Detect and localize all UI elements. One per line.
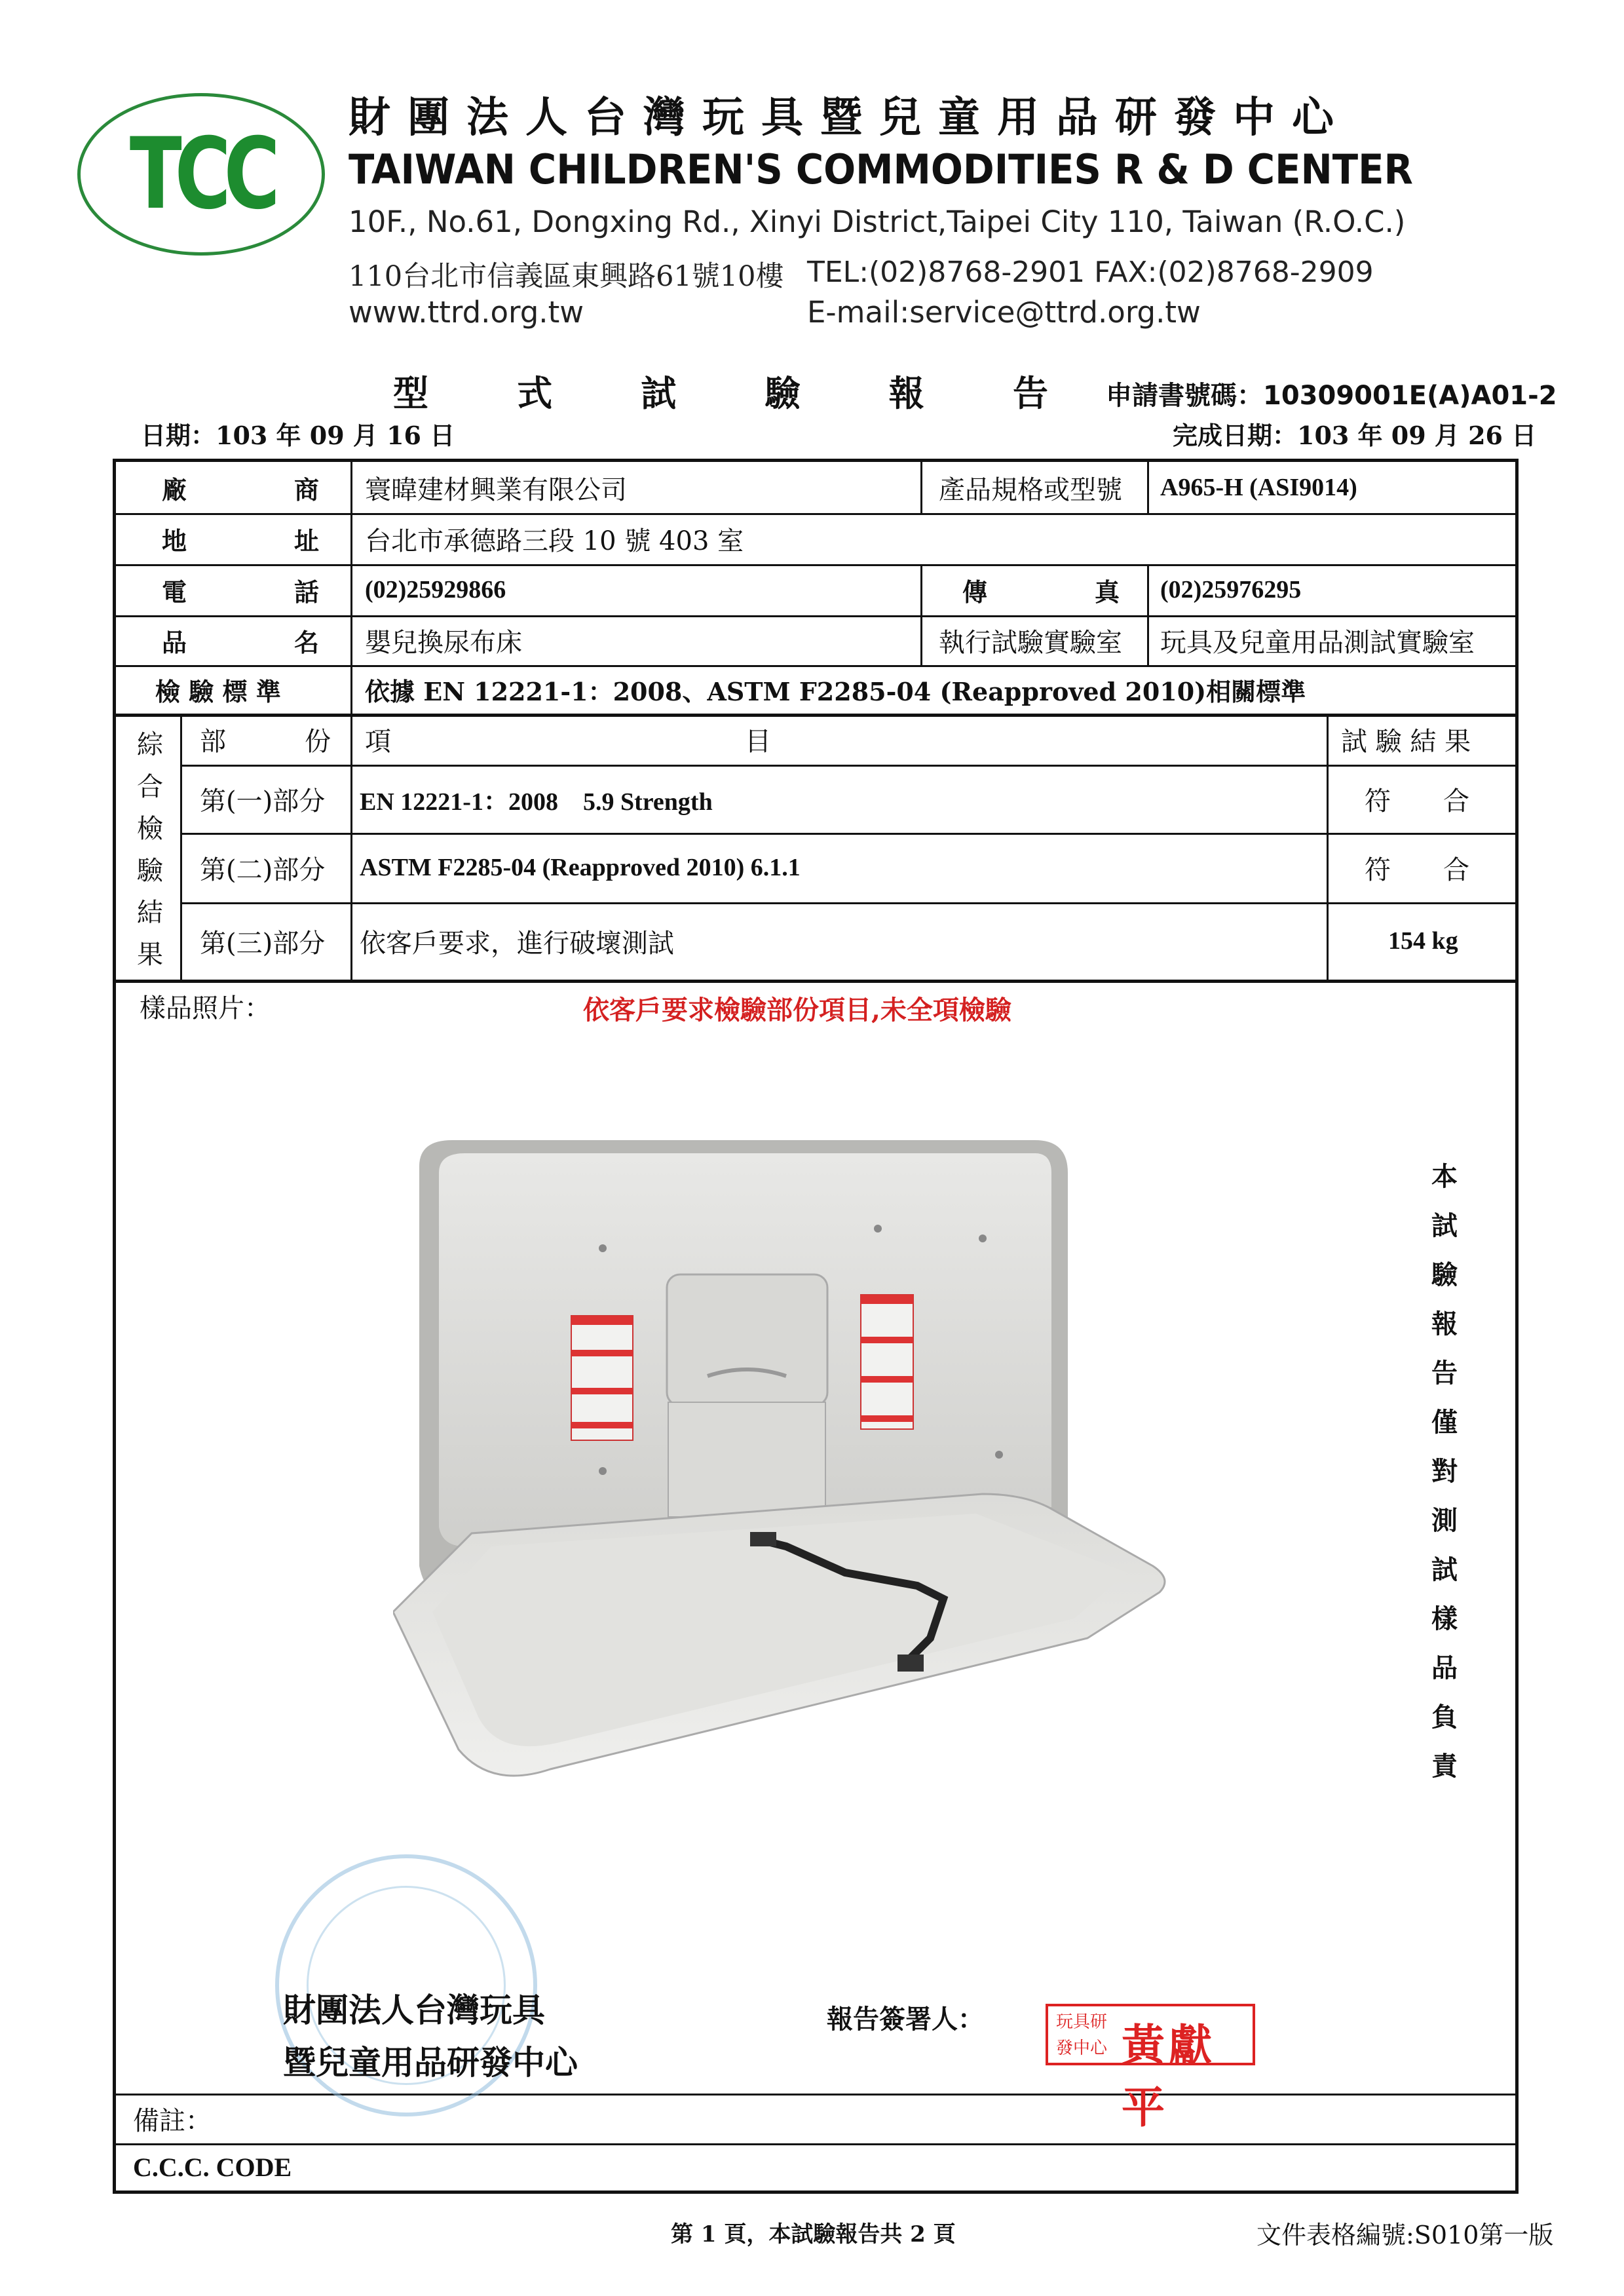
standard-value: 依據 EN 12221-1：2008、ASTM F2285-04 (Reapproved 2010)相關標準 xyxy=(365,676,1306,706)
disclaimer-char: 報 xyxy=(1431,1309,1458,1339)
vertical-disclaimer xyxy=(1428,1152,1461,1791)
label-char: 傳 xyxy=(962,577,988,607)
org-name-en: TAIWAN CHILDREN'S COMMODITIES R & D CENTER xyxy=(349,145,1413,193)
seal-name: 黃獻平 xyxy=(1122,2019,1216,2133)
org-line-2: 暨兒童用品研發中心 xyxy=(283,2043,578,2082)
manufacturer-value: 寰暐建材興業有限公司 xyxy=(365,474,627,505)
model-label: 產品規格或型號 xyxy=(939,474,1122,505)
title-char: 報 xyxy=(888,372,924,414)
disclaimer-char: 僅 xyxy=(1431,1407,1458,1438)
form-number: 文件表格編號:S010第一版 xyxy=(1256,2221,1554,2249)
address-en: 10F., No.61, Dongxing Rd., Xinyi District,Taipei City 110, Taiwan (R.O.C.) xyxy=(349,204,1406,239)
row1-part: 第(一)部分 xyxy=(200,786,326,816)
tcc-logo xyxy=(77,93,325,256)
row2-part: 第(二)部分 xyxy=(200,854,326,885)
title-char: 告 xyxy=(1012,372,1048,414)
website: www.ttrd.org.tw xyxy=(349,295,584,330)
lab-label: 執行試驗實驗室 xyxy=(939,627,1122,658)
side-char: 綜 xyxy=(137,730,163,760)
label-char: 商 xyxy=(293,474,319,505)
phone-label xyxy=(162,564,319,615)
seal-org-text: 玩具研發中心 xyxy=(1056,2012,1108,2058)
fax-value: (02)25976295 xyxy=(1160,576,1302,603)
signing-organization xyxy=(283,1984,578,2089)
disclaimer-char: 告 xyxy=(1431,1358,1458,1388)
row3-result: 154 kg xyxy=(1388,927,1458,955)
standard-label: 檢 驗 標 準 xyxy=(155,676,281,706)
header-char: 目 xyxy=(745,726,771,757)
product-value: 嬰兒換尿布床 xyxy=(365,627,522,658)
address-cn: 110台北市信義區東興路61號10樓 xyxy=(349,260,784,293)
side-char: 驗 xyxy=(137,856,163,886)
title-char: 型 xyxy=(393,372,428,414)
result-header: 試 驗 結 果 xyxy=(1341,726,1471,757)
label-char: 品 xyxy=(162,627,187,657)
row2-item: ASTM F2285-04 (Reapproved 2010) 6.1.1 xyxy=(360,854,801,881)
header-char: 份 xyxy=(305,726,331,757)
disclaimer-char: 樣 xyxy=(1431,1603,1458,1634)
label-char: 真 xyxy=(1094,577,1120,607)
photo-label: 樣品照片： xyxy=(140,993,271,1024)
disclaimer-char: 本 xyxy=(1431,1161,1458,1192)
logo-text: TCC xyxy=(129,117,273,231)
lab-value: 玩具及兒童用品測試實驗室 xyxy=(1160,627,1475,658)
label-char: 地 xyxy=(162,526,187,556)
side-char: 結 xyxy=(137,898,163,928)
report-title xyxy=(393,366,1048,416)
manufacturer-label xyxy=(162,462,319,513)
item-header xyxy=(365,714,771,765)
title-char: 式 xyxy=(517,372,553,414)
disclaimer-char: 測 xyxy=(1431,1505,1458,1536)
disclaimer-char: 驗 xyxy=(1431,1259,1458,1290)
tel-fax: TEL:(02)8768-2901 FAX:(02)8768-2909 xyxy=(807,256,1374,289)
header-char: 項 xyxy=(365,726,391,757)
label-char: 電 xyxy=(162,577,187,607)
phone-value: (02)25929866 xyxy=(365,576,506,603)
row3-item: 依客戶要求，進行破壞測試 xyxy=(360,928,674,959)
row3-part: 第(三)部分 xyxy=(200,928,326,959)
org-line-1: 財團法人台灣玩具 xyxy=(283,1991,545,2029)
side-char: 果 xyxy=(137,940,163,970)
remarks-label: 備註： xyxy=(133,2105,212,2136)
disclaimer-char: 對 xyxy=(1431,1456,1458,1487)
application-number: 申請書號碼：10309001E(A)A01-2 xyxy=(1106,381,1557,411)
label-char: 話 xyxy=(293,577,319,607)
disclaimer-char: 責 xyxy=(1431,1751,1458,1782)
row1-result: 符 合 xyxy=(1365,786,1469,816)
header-char: 部 xyxy=(200,726,226,757)
title-char: 試 xyxy=(641,372,677,414)
side-char: 合 xyxy=(137,772,163,802)
address-label xyxy=(162,513,319,564)
signer-seal xyxy=(1046,2004,1255,2133)
title-char: 驗 xyxy=(765,372,801,414)
label-char: 名 xyxy=(293,627,319,657)
disclaimer-char: 試 xyxy=(1431,1210,1458,1241)
disclaimer-char: 負 xyxy=(1431,1702,1458,1732)
completion-date: 完成日期：103 年 09 月 26 日 xyxy=(1173,421,1537,450)
row1-item: EN 12221-1：2008 5.9 Strength xyxy=(360,788,713,816)
summary-side-label xyxy=(130,724,170,976)
org-name-cn: 財團法人台灣玩具暨兒童用品研發中心 xyxy=(349,93,1351,142)
address-value: 台北市承德路三段 10 號 403 室 xyxy=(365,526,744,556)
report-date: 日期：103 年 09 月 16 日 xyxy=(141,421,455,450)
label-char: 廠 xyxy=(162,474,187,505)
row2-result: 符 合 xyxy=(1365,854,1469,885)
disclaimer-char: 品 xyxy=(1431,1653,1458,1683)
side-char: 檢 xyxy=(137,814,163,844)
part-header xyxy=(200,714,331,765)
product-label xyxy=(162,615,319,665)
label-char: 址 xyxy=(293,526,319,556)
signer-label: 報告簽署人： xyxy=(827,2004,984,2035)
page-indicator: 第 1 頁，本試驗報告共 2 頁 xyxy=(671,2221,956,2248)
partial-test-note: 依客戶要求檢驗部份項目,未全項檢驗 xyxy=(583,995,1011,1025)
email: E-mail:service@ttrd.org.tw xyxy=(807,295,1201,330)
ccc-code-label: C.C.C. CODE xyxy=(133,2152,292,2182)
disclaimer-char: 試 xyxy=(1431,1554,1458,1585)
fax-label xyxy=(962,564,1120,615)
model-value: A965-H (ASI9014) xyxy=(1160,474,1357,501)
product-photo xyxy=(393,1140,1245,1822)
